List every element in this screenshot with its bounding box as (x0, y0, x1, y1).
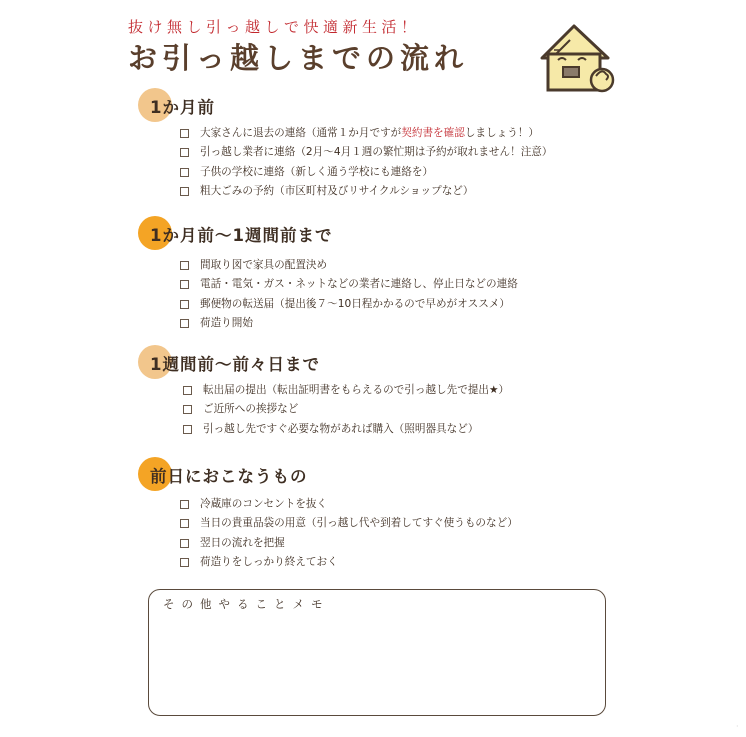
checkbox[interactable] (180, 148, 189, 157)
subtitle: 抜け無し引っ越しで快適新生活！ (128, 18, 421, 36)
checkbox[interactable] (183, 405, 192, 414)
section-1-month-to-1-week: 1か月前～1週間前まで 間取り図で家具の配置決め 電話・電気・ガス・ネットなどの業者に連絡し、停止日などの連絡 郵便物の転送届（提出後７～10日程かかるので早めがオススメ） 荷造り開始 (138, 216, 180, 334)
memo-label: その他やることメモ (163, 597, 330, 611)
checkbox[interactable] (180, 539, 189, 548)
checkbox[interactable] (180, 168, 189, 177)
section-title: 前日におこなうもの (150, 467, 308, 486)
checkbox[interactable] (180, 500, 189, 509)
checkbox[interactable] (183, 386, 192, 395)
section-title: 1か月前 (150, 98, 215, 117)
section-1-week-to-2-days: 1週間前～前々日まで 転出届の提出（転出証明書をもらえるので引っ越し先で提出★） ご近所への挨拶など 引っ越し先ですぐ必要な物があれば購入（照明器具など） (138, 345, 183, 439)
section-1-month-before: 1か月前 大家さんに退去の連絡（通常１か月ですが契約書を確認しましょう！） 引っ越し業者に連絡（2月～4月１週の繁忙期は予約が取れません！注意） 子供の学校に連絡（新しく通う学校にも連絡を） 粗大ごみの予約（市区町村及びリサイクルショップなど） (138, 88, 180, 202)
checkbox[interactable] (180, 280, 189, 289)
checkbox[interactable] (180, 319, 189, 328)
checkbox[interactable] (180, 300, 189, 309)
section-title: 1週間前～前々日まで (150, 355, 320, 374)
house-mascot-icon (532, 20, 616, 96)
section-title: 1か月前～1週間前まで (150, 226, 333, 245)
page-title: お引っ越しまでの流れ (128, 41, 469, 75)
decorative-dot: · (736, 722, 739, 731)
memo-box[interactable] (148, 589, 606, 716)
checkbox[interactable] (180, 187, 189, 196)
section-day-before: 前日におこなうもの 冷蔵庫のコンセントを抜く 当日の貴重品袋の用意（引っ越し代や到着してすぐ使うものなど） 翌日の流れを把握 荷造りをしっかり終えておく (138, 457, 180, 573)
checkbox[interactable] (180, 558, 189, 567)
checkbox[interactable] (180, 261, 189, 270)
checkbox[interactable] (180, 519, 189, 528)
checkbox[interactable] (183, 425, 192, 434)
checkbox[interactable] (180, 129, 189, 138)
